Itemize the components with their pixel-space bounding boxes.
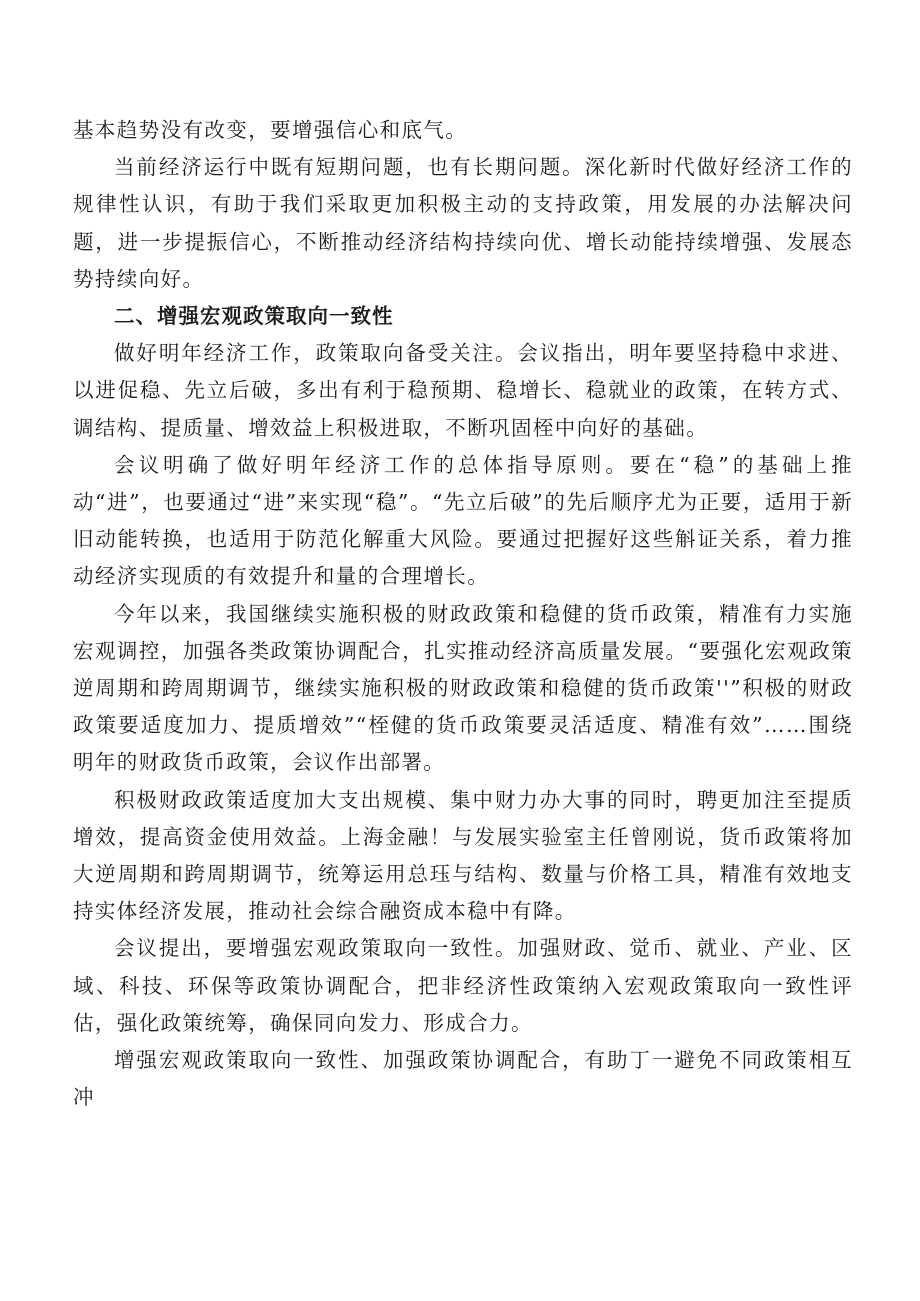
paragraph-short-long-term-issues: 当前经济运行中既有短期问题，也有长期问题。深化新时代做好经济工作的规律性认识，有助于我们采取更加积极主动的支持政策，用发展的办法解决问题，进一步提振信心，不断推动经济结构持续向优、增长动能持续增强、发展态势持续向好。 — [73, 155, 853, 291]
paragraph-policy-consistency: 会议提出，要增强宏观政策取向一致性。加强财政、觉币、就业、产业、区域、科技、环保等政策协调配合，把非经济性政策纳入宏观政策取向一致性评估，强化政策统筹，确保同向发力、形成合力。 — [73, 936, 853, 1035]
paragraph-fiscal-efficiency: 积极财政政策适度加大支出规模、集中财力办大事的同时，聘更加注至提质增效，提高资金使用效益。上海金融！与发展实验室主任曾刚说，货币政策将加大逆周期和跨周期调节，统筹运用总珏与结构、数量与价格工具，精准有效地支持实体经济发展，推动社会综合融资成本稳中有降。 — [73, 787, 853, 924]
paragraph-coordination: 增强宏观政策取向一致性、加强政策协调配合，有助丁一避免不同政策相互冲 — [73, 1048, 853, 1110]
paragraph-policy-orientation: 做好明年经济工作，政策取向备受关注。会议指出，明年要坚持稳中求进、以进促稳、先立后破，多出有利于稳预期、稳增长、稳就业的政策，在转方式、调结构、提质量、增效益上积极进取，不断巩固桎中向好的基础。 — [73, 341, 853, 440]
document-page — [73, 112, 853, 1116]
paragraph-guiding-principles: 会议明确了做好明年经济工作的总体指导原则。要在“稳”的基础上推动“进”，也要通过“进”来实现“稳”。“先立后破”的先后顺序尤为正要，适用于新旧动能转换，也适用于防范化解重大风险。要通过把握好这些斛证关系，着力推动经济实现质的有效提升和量的合理增长。 — [73, 452, 853, 589]
paragraph-continuation: 基本趋势没有改变，要增强信心和底气。 — [73, 118, 468, 142]
paragraph-fiscal-monetary: 今年以来，我国继续实施积极的财政政策和稳健的货币政策，精准有力实施宏观调控，加强各类政策协调配合，扎实推动经济高质量发展。“要强化宏观政策逆周期和跨周期调节，继续实施积极的财政政策和稳健的货币政策''”积极的财政政策要适度加力、提质增效”“桎健的货币政策要灵活适度、精准有效”……围绕明年的财政货币政策，会议作出部署。 — [73, 601, 853, 775]
section-heading: 二、增强宏观政策取向一致性 — [114, 304, 394, 329]
